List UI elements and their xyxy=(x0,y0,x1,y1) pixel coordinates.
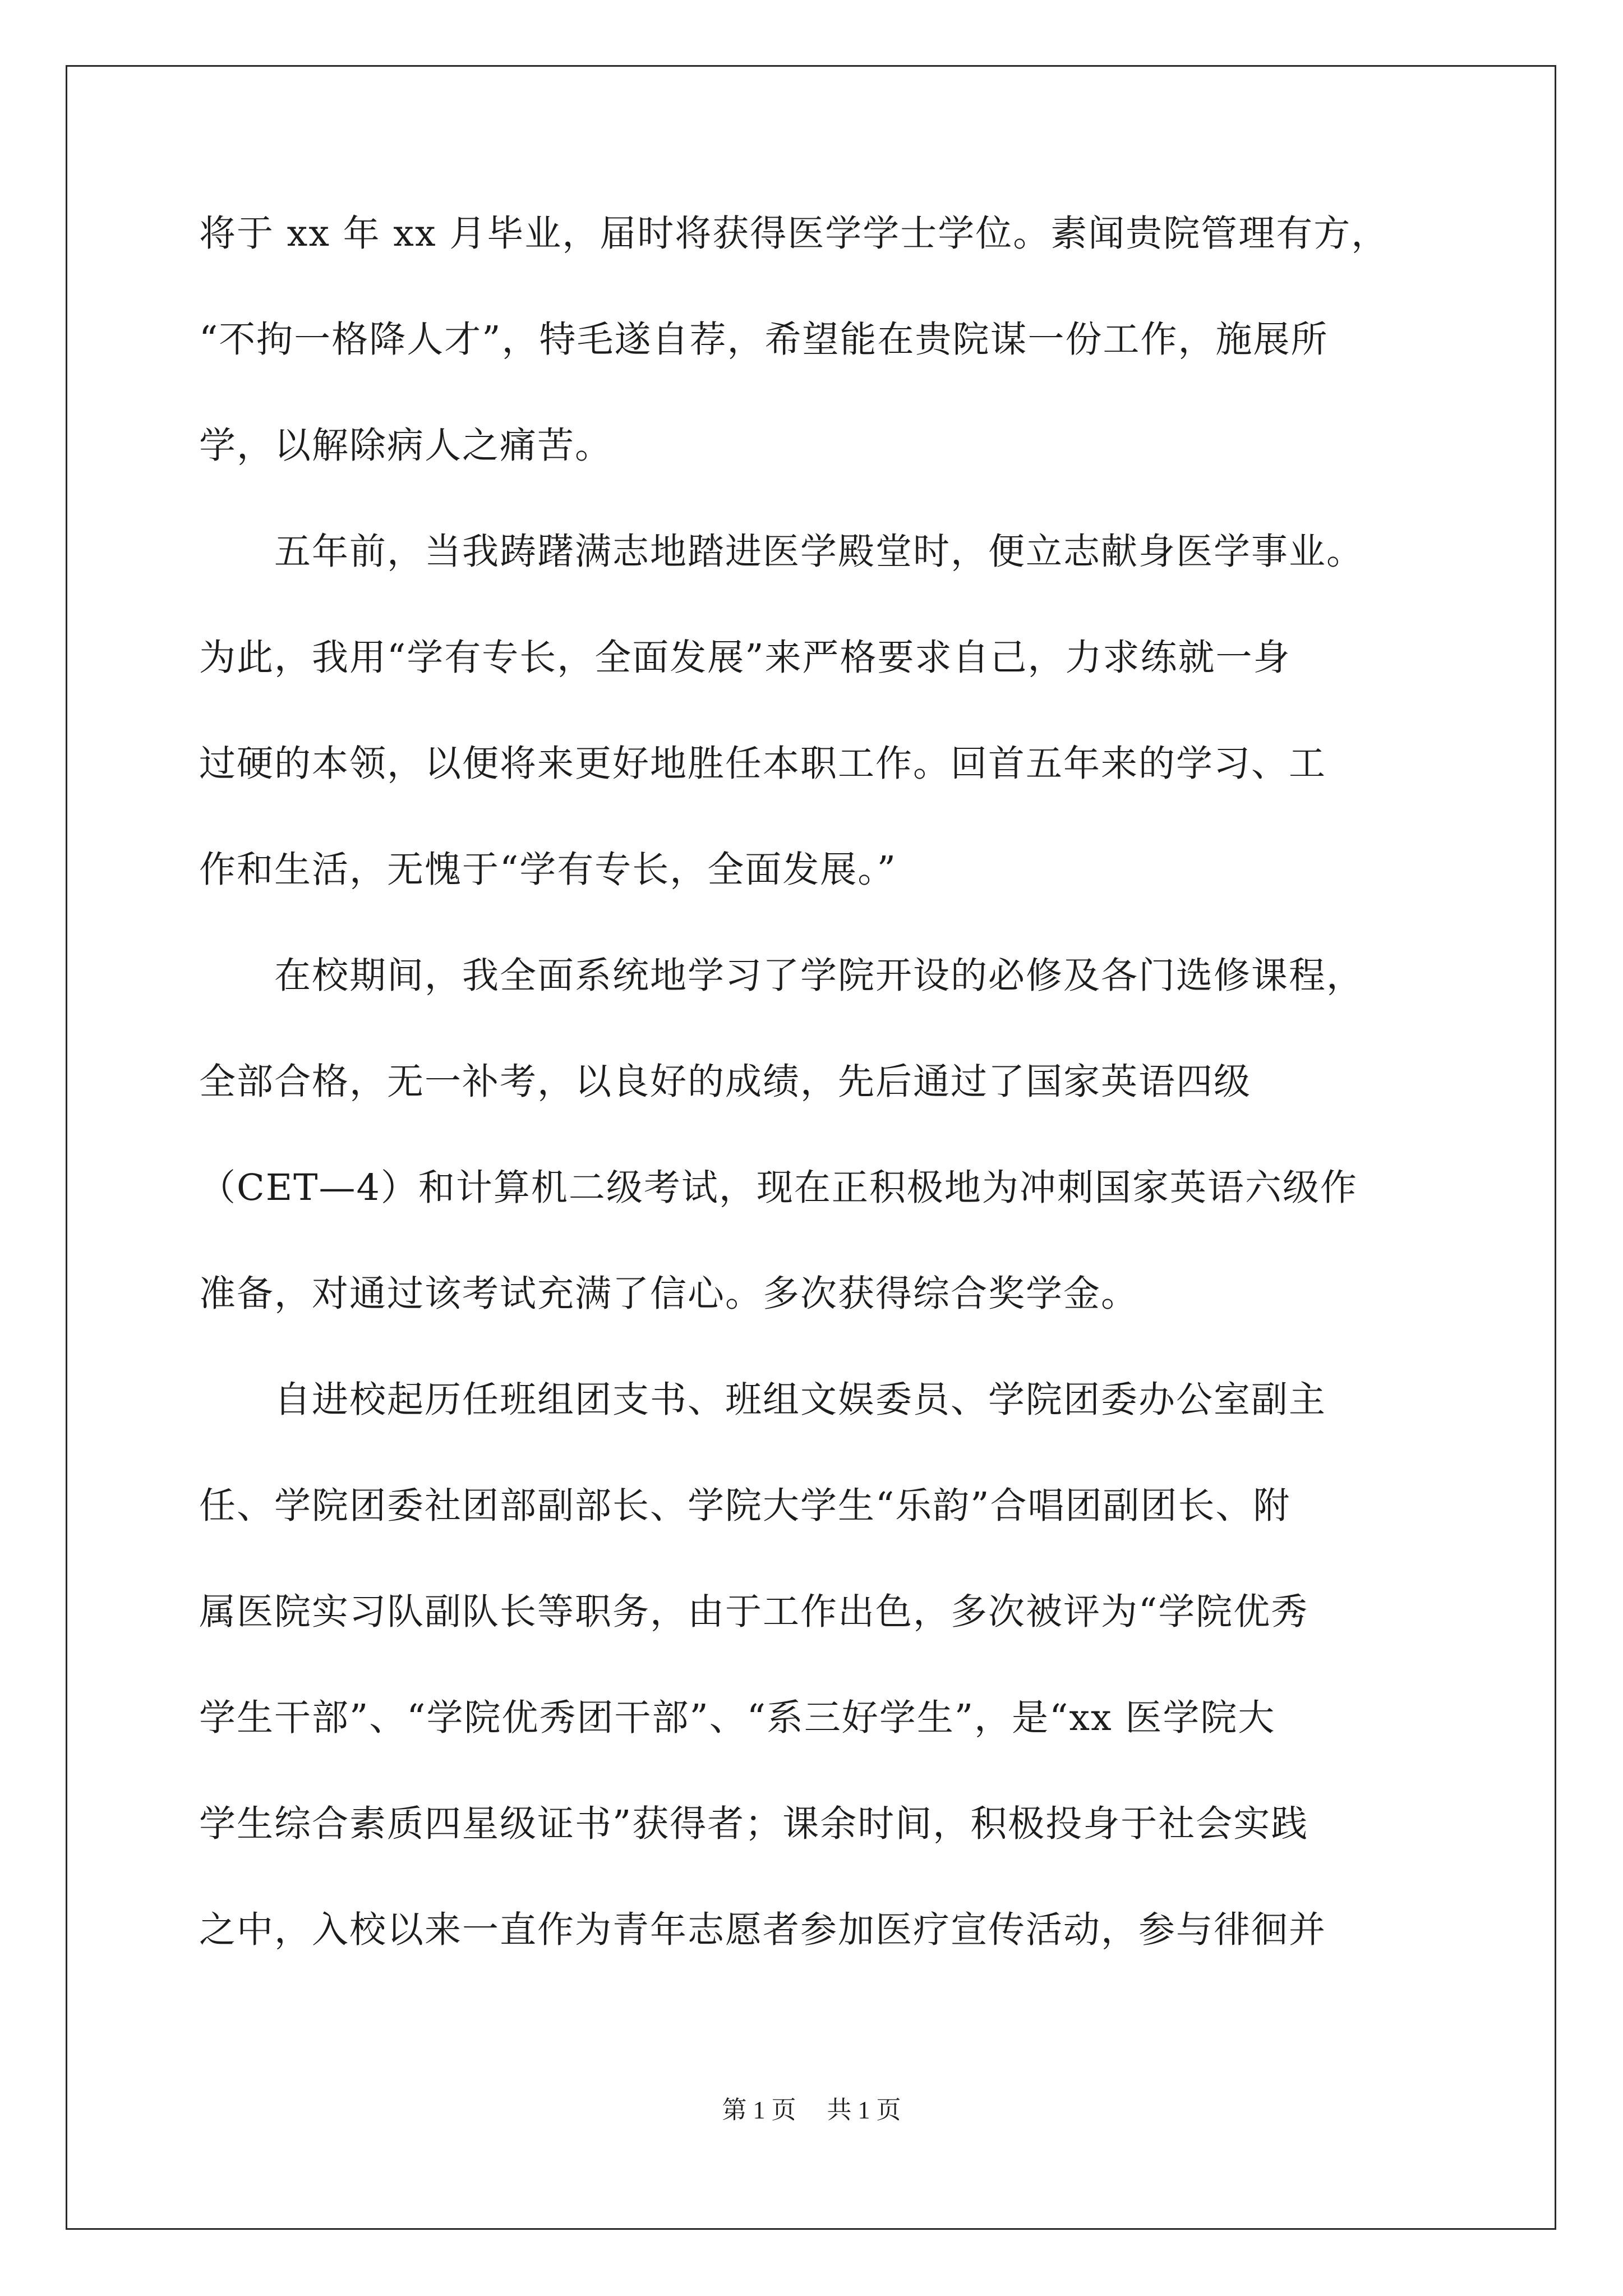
body-text-line: 作和生活，无愧于“学有专长，全面发展。” xyxy=(199,849,897,891)
body-text-line: 属医院实习队副队长等职务，由于工作出色，多次被评为“学院优秀 xyxy=(199,1591,1309,1633)
body-text-line: “不拘一格降人才”，特毛遂自荐，希望能在贵院谋一份工作，施展所 xyxy=(199,319,1329,361)
body-text-line: 学生干部”、“学院优秀团干部”、“系三好学生”，是“xx 医学院大 xyxy=(199,1697,1276,1739)
body-text-line: 任、学院团委社团部副部长、学院大学生“乐韵”合唱团副团长、附 xyxy=(199,1485,1291,1527)
body-text-line: 过硬的本领，以便将来更好地胜任本职工作。回首五年来的学习、工 xyxy=(199,743,1327,785)
body-text-line: 之中，入校以来一直作为青年志愿者参加医疗宣传活动，参与徘徊并 xyxy=(199,1909,1327,1951)
page-number-footer: 第 1 页 共 1 页 xyxy=(722,2096,901,2124)
body-text-line: 自进校起历任班组团支书、班组文娱委员、学院团委办公室副主 xyxy=(199,1379,1327,1421)
body-text-line: （CET—4）和计算机二级考试，现在正积极地为冲刺国家英语六级作 xyxy=(199,1167,1358,1209)
body-text-line: 学，以解除病人之痛苦。 xyxy=(199,425,613,467)
body-text-line: 准备，对通过该考试充满了信心。多次获得综合奖学金。 xyxy=(199,1273,1139,1315)
body-text-line: 在校期间，我全面系统地学习了学院开设的必修及各门选修课程， xyxy=(199,955,1364,997)
body-text-line: 将于 xx 年 xx 月毕业，届时将获得医学学士学位。素闻贵院管理有方， xyxy=(199,213,1389,255)
body-text-line: 学生综合素质四星级证书”获得者；课余时间，积极投身于社会实践 xyxy=(199,1803,1309,1845)
body-text-line: 全部合格，无一补考，以良好的成绩，先后通过了国家英语四级 xyxy=(199,1061,1252,1103)
body-text-line: 五年前，当我踌躇满志地踏进医学殿堂时，便立志献身医学事业。 xyxy=(199,531,1364,573)
body-text-line: 为此，我用“学有专长，全面发展”来严格要求自己，力求练就一身 xyxy=(199,637,1291,679)
